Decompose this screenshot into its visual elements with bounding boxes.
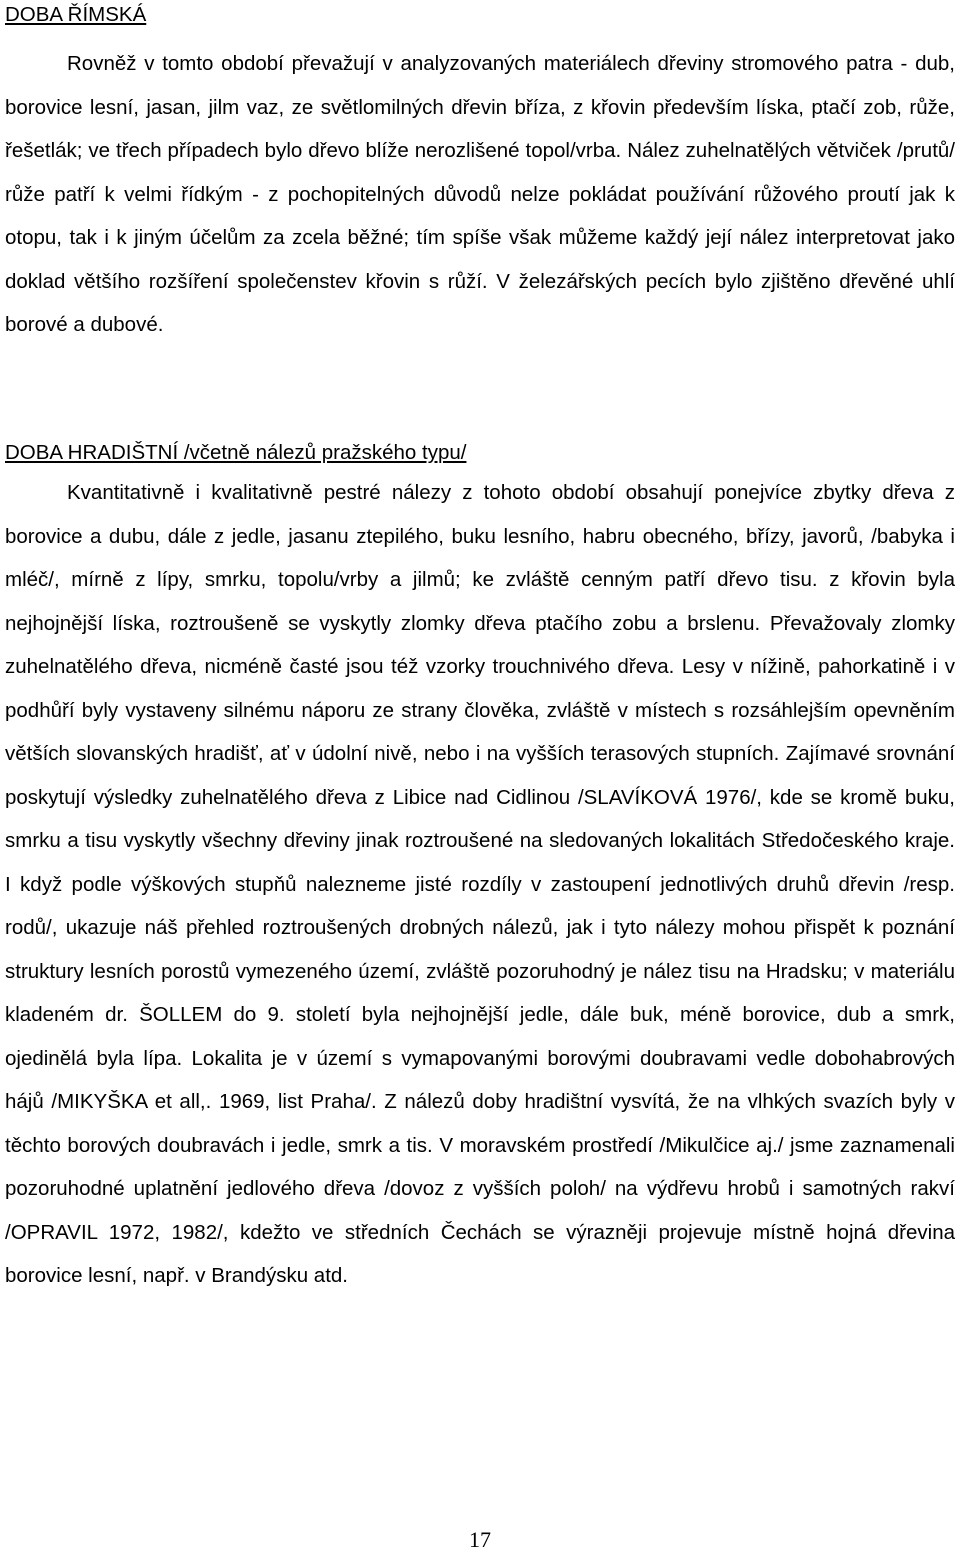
document-page: [5, 0, 955, 1287]
page-number: 17: [469, 1527, 491, 1552]
section-heading-hillfort-period: DOBA HRADIŠTNÍ /včetně nálezů pražského typu/: [5, 441, 467, 464]
section-paragraph-roman-period: Rovněž v tomto období převažují v analyzovaných materiálech dřeviny stromového patra - dub, borovice lesní, jasan, jilm vaz, ze světlomilných dřevin bříza, z křovin především líska, ptačí zob, růže, řešetlák; ve třech případech bylo dřevo blíže nerozlišené topol/vrba. Nález zuhelnatělých větviček /prutů/ růže patří k velmi řídkým - z pochopitelných důvodů nelze pokládat používání růžového proutí jak k otopu, tak i k jiným účelům za zcela běžné; tím spíše však můžeme každý její nález interpretovat jako doklad většího rozšíření společenstev křovin s růží. V železářských pecích bylo zjištěno dřevěné uhlí borové a dubové.: [5, 52, 955, 336]
section-heading-roman-period: DOBA ŘÍMSKÁ: [5, 3, 147, 26]
section-paragraph-hillfort-period: Kvantitativně i kvalitativně pestré nálezy z tohoto období obsahují ponejvíce zbytky dřeva z borovice a dubu, dále z jedle, jasanu ztepilého, buku lesního, habru obecného, břízy, javorů, /babyka i mléč/, mírně z lípy, smrku, topolu/vrby a jilmů; ke zvláště cenným patří dřevo tisu. z křovin byla nejhojnější líska, roztroušeně se vyskytly zlomky dřeva ptačího zobu a brslenu. Převažovaly zlomky zuhelnatělého dřeva, nicméně časté jsou též vzorky trouchnivého dřeva. Lesy v nížině, pahorkatině i v podhůří byly vystaveny silnému náporu ze strany člověka, zvláště v místech s rozsáhlejším opevněním větších slovanských hradišť, ať v údolní nivě, nebo i na vyšších terasových stupních. Zajímavé srovnání poskytují výsledky zuhelnatělého dřeva z Libice nad Cidlinou /SLAVÍKOVÁ 1976/, kde se kromě buku, smrku a tisu vyskytly všechny dřeviny jinak roztroušené na sledovaných lokalitách Středočeského kraje. I když podle výškových stupňů nalezneme jisté rozdíly v zastoupení jednotlivých druhů dřevin /resp. rodů/, ukazuje náš přehled roztroušených drobných nálezů, jak i tyto nálezy mohou přispět k poznání struktury lesních porostů vymezeného území, zvláště pozoruhodný je nález tisu na Hradsku; v materiálu kladeném dr. ŠOLLEM do 9. století byla nejhojnější jedle, dále buk, méně borovice, dub a smrk, ojedinělá byla lípa. Lokalita je v území s vymapovanými borovými doubravami vedle dobohabrových hájů /MIKYŠKA et all,. 1969, list Praha/. Z nálezů doby hradištní vysvítá, že na vlhkých svazích byly v těchto borových doubravách i jedle, smrk a tis. V moravském prostředí /Mikulčice aj./ jsme zaznamenali pozoruhodné uplatnění jedlového dřeva /dovoz z vyšších poloh/ na výdřevu hrobů i samotných rakví /OPRAVIL 1972, 1982/, kdežto ve středních Čechách se výrazněji projevuje místně hojná dřevina borovice lesní, např. v Brandýsku atd.: [5, 481, 955, 1287]
